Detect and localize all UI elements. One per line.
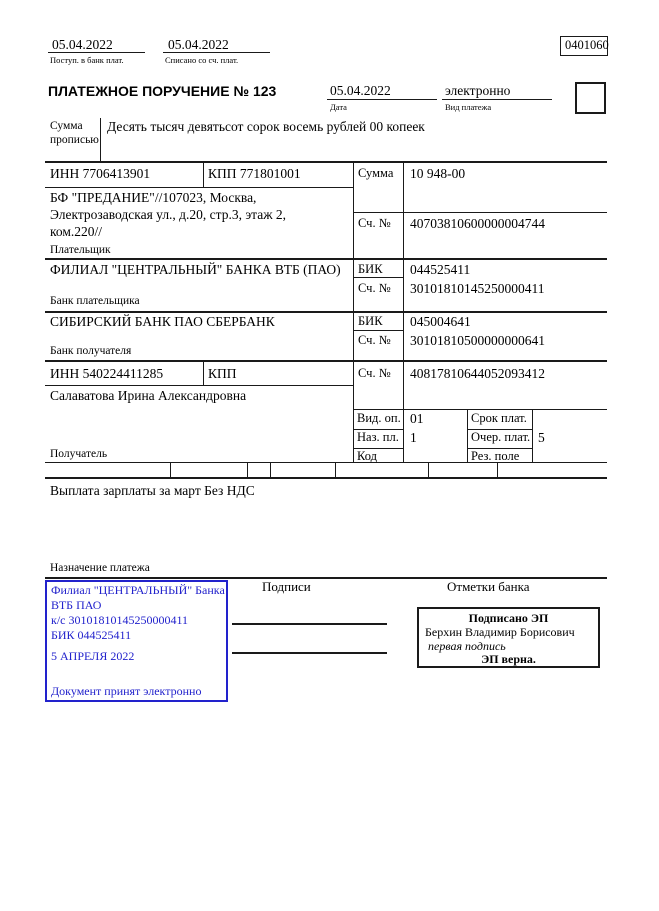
- line: [247, 462, 248, 478]
- line: [353, 409, 607, 410]
- received-date-label: Поступ. в банк плат.: [50, 55, 124, 65]
- line: [532, 409, 533, 462]
- line: [48, 52, 145, 53]
- line: [353, 212, 607, 213]
- line: [163, 52, 270, 53]
- payee-bank-section-label: Банк получателя: [50, 345, 132, 357]
- line: [467, 409, 468, 462]
- line: [497, 462, 498, 478]
- line: [335, 462, 336, 478]
- payer-account-label: Сч. №: [358, 216, 391, 230]
- payment-purpose-text: Выплата зарплаты за март Без НДС: [50, 483, 255, 498]
- payer-bank-bik-label: БИК: [358, 262, 383, 276]
- priority-label: Очер. плат.: [471, 430, 531, 444]
- pay-term-label: Срок плат.: [471, 411, 527, 425]
- op-kind-value: 01: [410, 411, 424, 426]
- stamp-bik: БИК 044525411: [51, 628, 132, 642]
- purpose-code-value: 1: [410, 430, 417, 445]
- bank-marks-label: Отметки банка: [447, 579, 530, 594]
- op-kind-label: Вид. оп.: [357, 411, 401, 425]
- payee-name: Салаватова Ирина Александровна: [50, 388, 247, 403]
- esign-box: [417, 607, 600, 668]
- payer-name: БФ "ПРЕДАНИЕ"//107023, Москва, Электрозаводская ул., д.20, стр.3, этаж 2, ком.220//: [50, 190, 287, 239]
- payee-section-label: Получатель: [50, 448, 108, 460]
- signature-line: [232, 623, 387, 625]
- stamp-bank-name-line1: Филиал "ЦЕНТРАЛЬНЫЙ" Банка: [51, 583, 225, 597]
- payer-bank-section-label: Банк плательщика: [50, 295, 140, 307]
- payee-bank-name: СИБИРСКИЙ БАНК ПАО СБЕРБАНК: [50, 314, 275, 329]
- written-off-date-label: Списано со сч. плат.: [165, 55, 239, 65]
- line: [203, 362, 204, 385]
- priority-value: 5: [538, 430, 545, 445]
- amount-label: Сумма: [358, 166, 394, 180]
- line: [45, 161, 607, 163]
- line: [353, 161, 354, 462]
- payee-account-value: 40817810644052093412: [410, 366, 545, 381]
- esign-signer-name: Берхин Владимир Борисович: [425, 625, 575, 639]
- stamp-bank-name-line2: ВТБ ПАО: [51, 598, 102, 612]
- status-checkbox: [575, 82, 606, 114]
- document-date: 05.04.2022: [330, 83, 391, 98]
- line: [45, 360, 607, 362]
- line: [170, 462, 171, 478]
- payer-bank-bik-value: 044525411: [410, 262, 471, 277]
- signatures-label: Подписи: [262, 579, 311, 594]
- line: [428, 462, 429, 478]
- payer-bank-name: ФИЛИАЛ "ЦЕНТРАЛЬНЫЙ" БАНКА ВТБ (ПАО): [50, 262, 341, 277]
- code-label: Код: [357, 449, 377, 463]
- signature-line: [232, 652, 387, 654]
- payer-account-value: 40703810600000004744: [410, 216, 545, 231]
- document-date-label: Дата: [330, 102, 347, 112]
- line: [442, 99, 552, 100]
- payee-bank-bik-label: БИК: [358, 314, 383, 328]
- payee-kpp: КПП: [208, 366, 237, 381]
- document-title: ПЛАТЕЖНОЕ ПОРУЧЕНИЕ № 123: [48, 83, 277, 99]
- received-date: 05.04.2022: [52, 37, 113, 52]
- amount-value: 10 948-00: [410, 166, 466, 181]
- line: [45, 187, 353, 188]
- line: [203, 161, 204, 187]
- amount-words-value: Десять тысяч девятьсот сорок восемь рублей 00 копеек: [107, 119, 425, 134]
- payment-purpose-label: Назначение платежа: [50, 562, 150, 574]
- line: [353, 277, 403, 278]
- reserve-field-label: Рез. поле: [471, 449, 520, 463]
- payment-type: электронно: [445, 83, 511, 98]
- line: [45, 385, 353, 386]
- line: [327, 99, 437, 100]
- line: [45, 311, 607, 313]
- line: [45, 462, 607, 463]
- bank-stamp-box: [45, 580, 228, 702]
- line: [45, 477, 607, 479]
- payee-bank-account-value: 30101810500000000641: [410, 333, 545, 348]
- payer-bank-account-label: Сч. №: [358, 281, 391, 295]
- amount-words-label: Сумма прописью: [50, 120, 99, 146]
- payee-bank-bik-value: 045004641: [410, 314, 471, 329]
- payer-inn: ИНН 7706413901: [50, 166, 151, 181]
- payer-section-label: Плательщик: [50, 244, 111, 256]
- payer-kpp: КПП 771801001: [208, 166, 301, 181]
- line: [270, 462, 271, 478]
- payer-bank-account-value: 30101810145250000411: [410, 281, 545, 296]
- payee-inn: ИНН 540224411285: [50, 366, 164, 381]
- stamp-corr-account: к/с 30101810145250000411: [51, 613, 189, 627]
- payee-account-label: Сч. №: [358, 366, 391, 380]
- stamp-date: 5 АПРЕЛЯ 2022: [51, 649, 135, 663]
- esign-verified: ЭП верна.: [481, 652, 536, 666]
- line: [100, 118, 101, 161]
- stamp-note: Документ принят электронно: [51, 684, 202, 698]
- esign-subtitle: первая подпись: [428, 639, 506, 653]
- form-code-box: [560, 36, 608, 56]
- payment-type-label: Вид платежа: [445, 102, 492, 112]
- written-off-date: 05.04.2022: [168, 37, 229, 52]
- esign-title: Подписано ЭП: [468, 611, 549, 625]
- line: [45, 258, 607, 260]
- payee-bank-account-label: Сч. №: [358, 333, 391, 347]
- line: [353, 330, 403, 331]
- form-code: 0401060: [565, 38, 609, 52]
- purpose-code-label: Наз. пл.: [357, 430, 399, 444]
- line: [403, 161, 404, 462]
